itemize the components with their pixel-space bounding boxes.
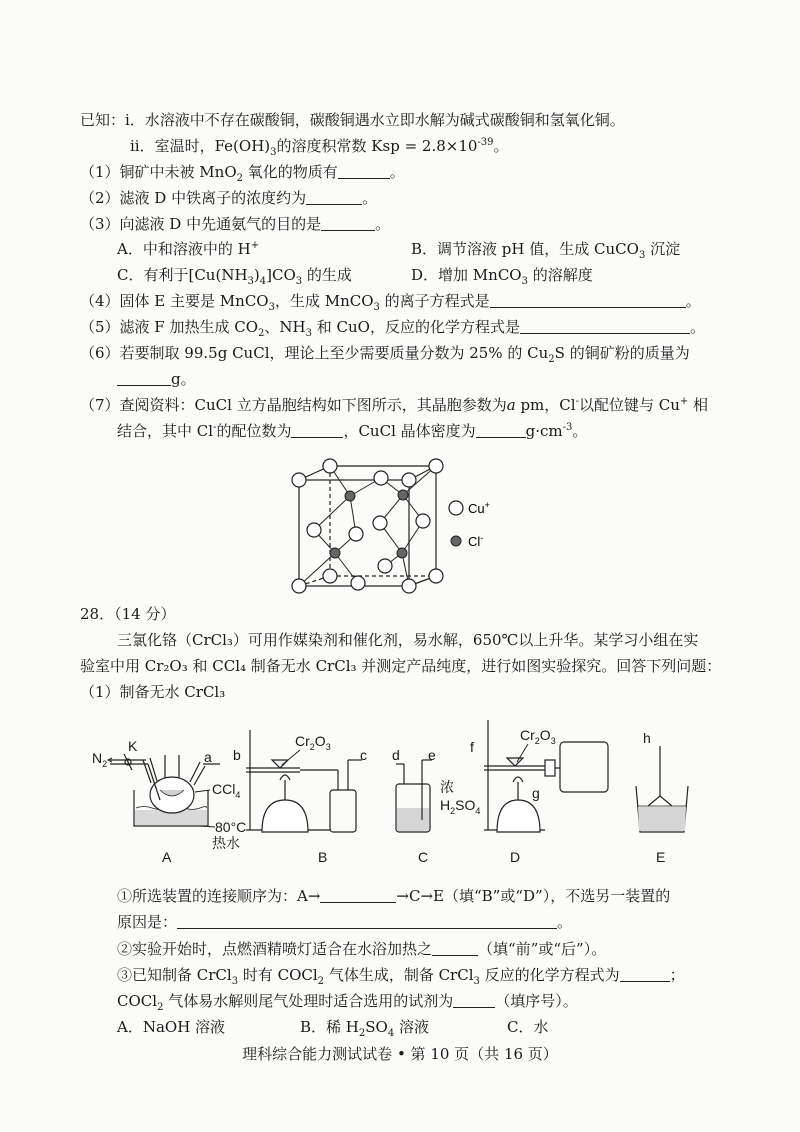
answer-blank[interactable] (291, 423, 343, 438)
q28-paragraph-2: 验室中用 Cr₂O₃ 和 CCl₄ 制备无水 CrCl₃ 并测定产品纯度，进行如图实验探究。回答下列问题： (80, 657, 722, 675)
apparatus-c (396, 760, 432, 832)
sub3-option-b[interactable]: B．稀 $H_2SO_4$ 溶液 (300, 1018, 429, 1039)
sub-question-3-cont: COCl$_2$ 气体易水解则尾气处理时适合选用的试剂为 （填序号）。 (117, 992, 578, 1013)
answer-blank[interactable] (117, 371, 171, 386)
f-label: f (470, 739, 474, 755)
cucl-unit-cell-diagram (290, 455, 510, 595)
cu-ion (429, 569, 443, 583)
legend-cl-label: Cl- (468, 533, 484, 549)
sub3-option-c[interactable]: C．水 (507, 1018, 549, 1036)
h2so4-label: $H_2SO_4$ (440, 797, 481, 816)
c-label: c (360, 747, 367, 763)
sub-question-1: ①所选装置的连接顺序为：A→ →C→E（填“B”或“D”），不选另一装置的 (117, 887, 671, 905)
cu-ion (323, 569, 337, 583)
cu-ion (373, 516, 387, 530)
ccl4-label: CCl$_4$ (212, 781, 241, 800)
apparatus-c-label: C (418, 849, 429, 865)
hot-water-label: 热水 (212, 835, 240, 851)
q28-paragraph-1: 三氯化铬（CrCl₃）可用作媒染剂和催化剂，易水解，650℃以上升华。某学习小组在实 (117, 631, 699, 649)
q28-subquestion-1: （1）制备无水 CrCl₃ (80, 683, 226, 701)
cr2o3-b-label: $Cr_2O_3$ (295, 733, 331, 752)
cu-ion (429, 459, 443, 473)
question-4: （4）固体 E 主要是 MnCO$_3$，生成 MnCO$_3$ 的离子方程式是 。 (80, 292, 701, 313)
cu-ion (374, 471, 388, 485)
cu-ion (351, 576, 365, 590)
apparatus-e-label: E (656, 849, 666, 865)
question-7: （7）查阅资料：CuCl 立方晶胞结构如下图所示，其晶胞参数为a pm，Cl-以配位键与 Cu+ 相 (80, 396, 709, 414)
cl-ion (398, 490, 408, 500)
answer-blank[interactable] (177, 914, 557, 929)
sub3-option-a[interactable]: A．NaOH 溶液 (117, 1018, 226, 1036)
temperature-label: 80°C (215, 819, 247, 835)
answer-blank[interactable] (620, 967, 670, 982)
question-3: （3）向滤液 D 中先通氨气的目的是 。 (80, 215, 391, 233)
cl-ion (330, 548, 340, 558)
answer-blank[interactable] (338, 164, 390, 179)
legend-cl-symbol (451, 536, 461, 546)
cu-ion (378, 559, 392, 573)
cu-ion (292, 579, 306, 593)
answer-blank[interactable] (306, 190, 362, 205)
a-label: a (204, 749, 212, 765)
answer-blank[interactable] (320, 888, 396, 903)
b-label: b (233, 747, 241, 763)
d-label: d (392, 747, 400, 763)
apparatus-a-label: A (162, 849, 172, 865)
legend-cu-label: Cu+ (468, 500, 490, 516)
sub-question-1-cont: 原因是： 。 (117, 913, 573, 931)
cu-ion (402, 579, 416, 593)
known-intro: 已知：i．水溶液中不存在碳酸铜，碳酸铜遇水立即水解为碱式碳酸铜和氢氧化铜。 (80, 111, 625, 129)
answer-blank[interactable] (432, 941, 478, 956)
sub-question-2: ②实验开始时，点燃酒精喷灯适合在水浴加热之 （填“前”或“后”）。 (117, 940, 607, 958)
apparatus-b-label: B (318, 849, 328, 865)
cl-ion (397, 548, 407, 558)
question-7-cont: 结合，其中 Cl-的配位数为 ，CuCl 晶体密度为 $g\cdot cm^{-3}$。 (117, 422, 588, 440)
h-label: h (643, 730, 651, 746)
cu-ion (416, 514, 430, 528)
apparatus-diagram (80, 710, 720, 870)
q3-option-b[interactable]: B．调节溶液 pH 值，生成 CuCO$_3$ 沉淀 (411, 240, 681, 261)
sub-question-3: ③已知制备 CrCl$_3$ 时有 COCl$_2$ 气体生成，制备 CrCl$_3$ 反应的化学方程式为 ； (117, 966, 685, 987)
answer-blank[interactable] (453, 993, 495, 1008)
cl-ion (345, 491, 355, 501)
cu-ion (307, 523, 321, 537)
e-label: e (428, 747, 436, 763)
answer-blank[interactable] (520, 319, 690, 334)
legend-cu-symbol (449, 501, 463, 515)
known-ii: ii．室温时，$Fe(OH)_3$的溶度积常数 Ksp = $2.8\times 10^{-39}$。 (130, 137, 509, 158)
k-label: K (128, 738, 138, 754)
question-2: （2）滤液 D 中铁离子的浓度约为 。 (80, 189, 378, 207)
q3-option-a[interactable]: A．中和溶液中的 H+ (117, 240, 260, 258)
answer-blank[interactable] (321, 216, 375, 231)
cr2o3-d-label: $Cr_2O_3$ (520, 727, 556, 746)
question-6: （6）若要制取 99.5g CuCl，理论上至少需要质量分数为 25% 的 $Cu_2S$ 的铜矿粉的质量为 (80, 344, 690, 365)
concentrated-label: 浓 (440, 779, 454, 795)
answer-blank[interactable] (490, 293, 686, 308)
q3-option-c[interactable]: C．有利于$[Cu(NH_3)_4]CO_3$ 的生成 (117, 266, 352, 287)
page-footer: 理科综合能力测试试卷 • 第 10 页（共 16 页） (242, 1045, 558, 1063)
question-6-cont: g。 (117, 369, 196, 389)
g-label: g (532, 785, 540, 801)
cu-ion (323, 459, 337, 473)
q3-option-d[interactable]: D．增加 MnCO$_3$ 的溶解度 (411, 266, 593, 287)
apparatus-d-label: D (510, 849, 521, 865)
q28-heading: 28．（14 分） (80, 605, 176, 623)
question-1: （1）铜矿中未被 MnO$_2$ 氧化的物质有 。 (80, 163, 405, 184)
question-5: （5）滤液 F 加热生成 $CO_2$、$NH_3$ 和 CuO，反应的化学方程式是 。 (80, 318, 705, 339)
answer-blank[interactable] (476, 423, 526, 438)
cu-ion (402, 473, 416, 487)
apparatus-e (636, 746, 688, 832)
cu-ion (292, 473, 306, 487)
n2-label: $N_2$ (92, 750, 108, 769)
cu-ion (349, 527, 363, 541)
